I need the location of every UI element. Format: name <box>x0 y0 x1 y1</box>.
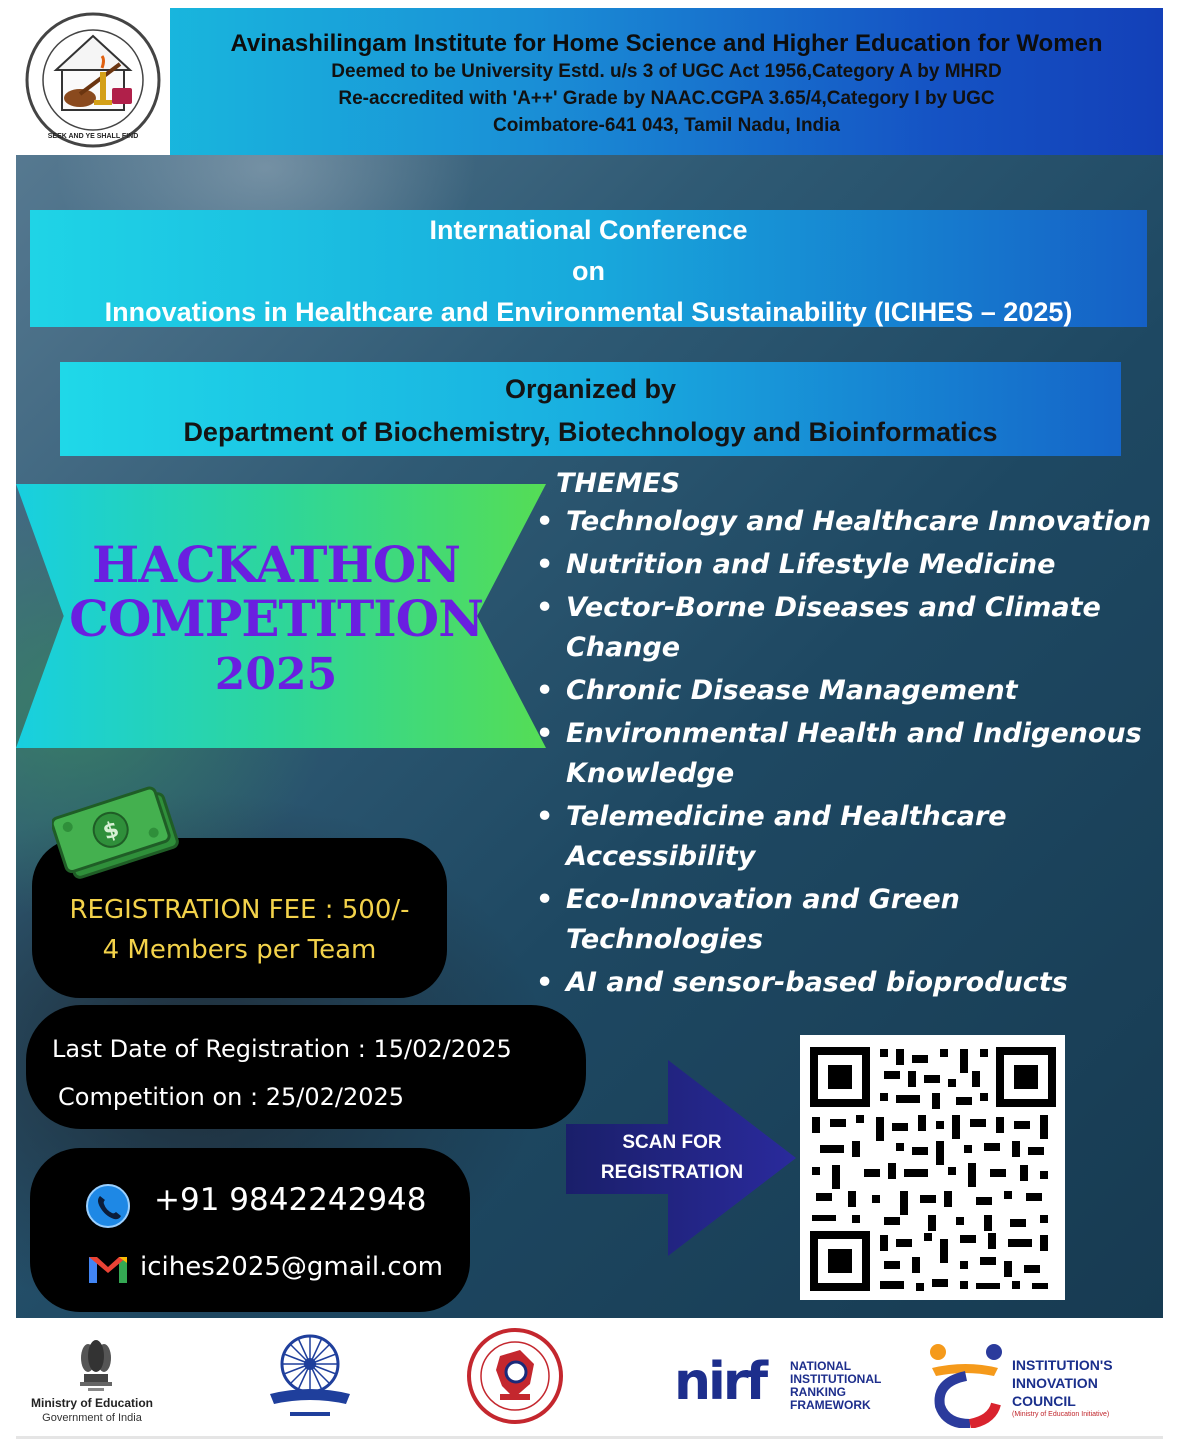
logo-motto: SEEK AND YE SHALL FIND <box>47 133 139 140</box>
header-line-3: Coimbatore-641 043, Tamil Nadu, India <box>492 115 841 136</box>
nirf-line-3: RANKING <box>790 1385 846 1399</box>
dates-panel <box>26 1005 586 1129</box>
poster-background <box>16 8 1163 1318</box>
themes-list <box>536 502 1163 1003</box>
moe-sublabel: Government of India <box>42 1412 142 1424</box>
phone-number[interactable]: +91 9842242948 <box>154 1182 427 1218</box>
iic-logo <box>926 1342 1006 1428</box>
theme-item: • Nutrition and Lifestyle Medicine <box>536 545 1163 585</box>
institute-logo <box>16 8 170 155</box>
gmail-icon <box>88 1254 128 1284</box>
svg-text:$: $ <box>100 816 123 846</box>
naac-logo <box>460 1326 570 1430</box>
hackathon-line-1: HACKATHON <box>91 535 461 594</box>
iic-sub: (Ministry of Education Initiative) <box>1012 1411 1110 1418</box>
scan-line-2: REGISTRATION <box>600 1162 744 1183</box>
scan-label <box>572 1128 772 1188</box>
footer-logos <box>16 1318 1163 1435</box>
conference-line-2: on <box>572 256 605 286</box>
theme-item: • AI and sensor-based bioproducts <box>536 963 1163 1003</box>
email-address[interactable]: icihes2025@gmail.com <box>140 1252 443 1282</box>
contact-panel <box>30 1148 470 1312</box>
header-line-2: Re-accredited with 'A++' Grade by NAAC.CGPA 3.65/4,Category I by UGC <box>338 88 995 109</box>
institute-name: Avinashilingam Institute for Home Science and Higher Education for Women <box>230 30 1103 57</box>
scan-line-1: SCAN FOR <box>622 1132 722 1153</box>
themes-section <box>536 466 1163 1006</box>
theme-item: • Vector-Borne Diseases and Climate Change <box>536 588 1163 668</box>
hackathon-title <box>16 535 536 704</box>
department-name: Department of Biochemistry, Biotechnology and Bioinformatics <box>183 417 998 447</box>
moe-label: Ministry of Education <box>30 1396 153 1410</box>
nirf-line-1: NATIONAL <box>790 1359 852 1373</box>
themes-heading: THEMES <box>556 468 681 499</box>
header-text <box>170 30 1163 139</box>
phone-icon <box>86 1184 130 1228</box>
header-banner <box>16 8 1163 155</box>
iic-line-3: COUNCIL <box>1012 1393 1076 1409</box>
footer-divider <box>16 1436 1163 1439</box>
theme-item: • Environmental Health and Indigenous Knowledge <box>536 714 1163 794</box>
last-date-registration: Last Date of Registration : 15/02/2025 <box>52 1035 512 1063</box>
ugc-logo <box>260 1328 360 1428</box>
registration-fee: REGISTRATION FEE : 500/- <box>69 895 410 925</box>
nirf-line-2: INSTITUTIONAL <box>790 1372 882 1386</box>
money-icon <box>52 778 182 888</box>
theme-item: • Chronic Disease Management <box>536 671 1163 711</box>
hackathon-line-2: COMPETITION <box>69 589 483 648</box>
conference-line-1: International Conference <box>429 215 748 245</box>
iic-text <box>1012 1356 1152 1419</box>
iic-line-2: INNOVATION <box>1012 1375 1098 1391</box>
iic-line-1: INSTITUTION'S <box>1012 1357 1113 1373</box>
conference-banner <box>30 210 1147 327</box>
nirf-text <box>790 1360 900 1412</box>
nirf-line-4: FRAMEWORK <box>790 1398 871 1412</box>
competition-date: Competition on : 25/02/2025 <box>58 1083 405 1111</box>
organized-by-label: Organized by <box>504 374 677 404</box>
registration-qr-code[interactable] <box>800 1035 1065 1300</box>
hackathon-year: 2025 <box>214 649 338 700</box>
emblem-of-india-icon <box>74 1336 118 1396</box>
conference-title: Innovations in Healthcare and Environmental Sustainability (ICIHES – 2025) <box>104 297 1073 327</box>
nirf-logo: nirf <box>674 1352 766 1412</box>
organizer-banner <box>60 362 1121 456</box>
theme-item: • Telemedicine and Healthcare Accessibility <box>536 797 1163 877</box>
theme-item: • Technology and Healthcare Innovation <box>536 502 1163 542</box>
header-line-1: Deemed to be University Estd. u/s 3 of UGC Act 1956,Category A by MHRD <box>331 61 1002 82</box>
team-size: 4 Members per Team <box>102 935 377 965</box>
theme-item: • Eco-Innovation and Green Technologies <box>536 880 1163 960</box>
